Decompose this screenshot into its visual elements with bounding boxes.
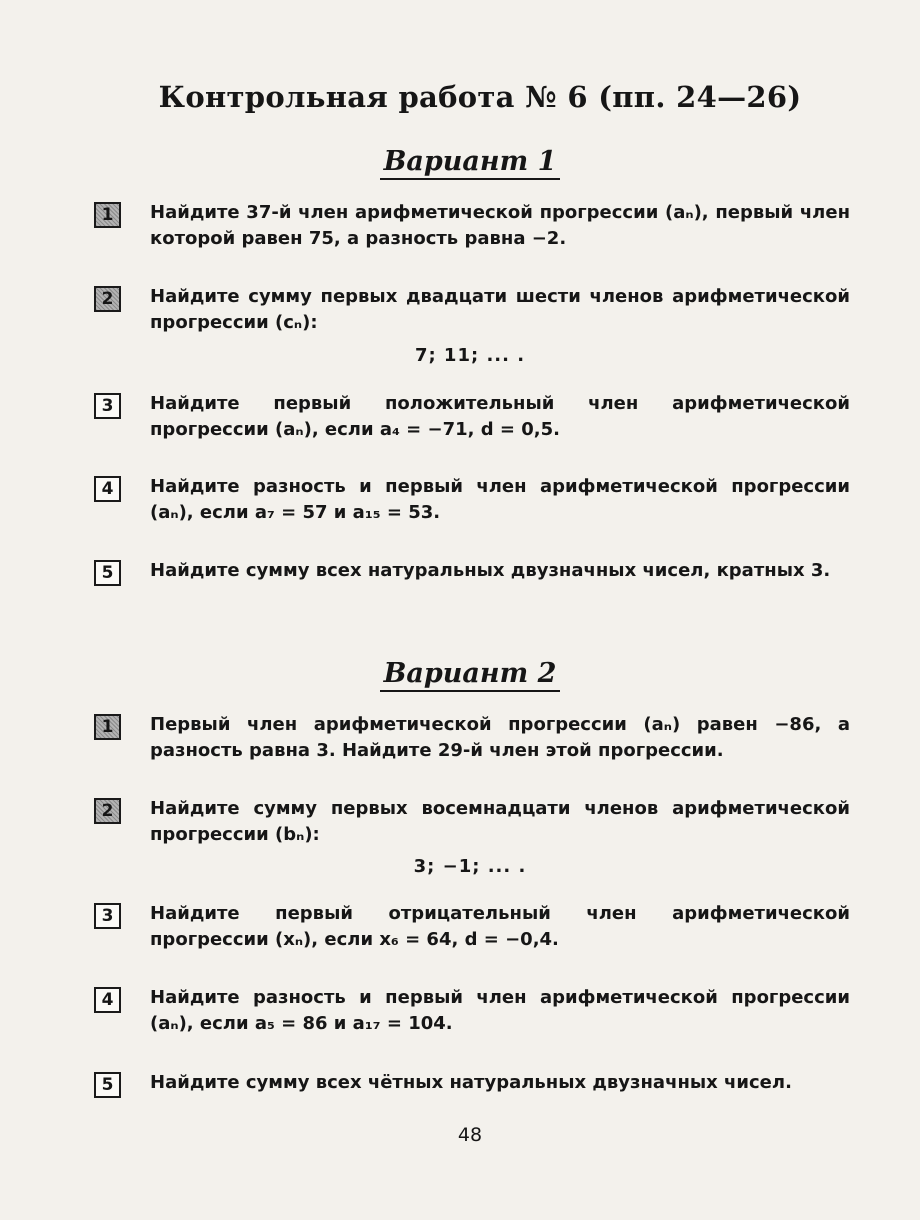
- problem-text: Найдите сумму всех натуральных двузначных чисел, кратных 3.: [150, 560, 831, 581]
- page-title: Контрольная работа № 6 (пп. 24—26): [158, 80, 802, 114]
- problem-text: Первый член арифметической прогрессии (aₙ) равен −86, а разность равна 3. Найдите 29-й член этой прогрессии.: [150, 714, 850, 761]
- variant-1-heading: Вариант 1: [0, 146, 920, 177]
- variant-2-heading: Вариант 2: [0, 658, 920, 689]
- v1-problem-2-sequence: 7; 11; ... .: [414, 345, 526, 366]
- page-number: 48: [457, 1124, 483, 1146]
- problem-text: Найдите первый положительный член арифметической прогрессии (aₙ), если a₄ = −71, d = 0,5.: [150, 393, 850, 440]
- v2-problem-2-sequence: 3; −1; ... .: [413, 856, 527, 877]
- problem-number-badge: 5: [94, 560, 121, 586]
- problem-number-badge: 1: [94, 202, 121, 228]
- problem-text: Найдите сумму первых двадцати шести членов арифметической прогрессии (cₙ):: [150, 286, 850, 333]
- problem-text: Найдите сумму первых восемнадцати членов арифметической прогрессии (bₙ):: [150, 798, 850, 845]
- problem-number-badge: 2: [94, 798, 121, 824]
- problem-number-badge: 4: [94, 987, 121, 1013]
- problem-text: Найдите 37-й член арифметической прогрессии (aₙ), первый член которой равен 75, а разность равна −2.: [150, 202, 850, 249]
- problem-text: Найдите первый отрицательный член арифметической прогрессии (xₙ), если x₆ = 64, d = −0,4.: [150, 903, 850, 950]
- problem-text: Найдите сумму всех чётных натуральных двузначных чисел.: [150, 1072, 792, 1093]
- problem-number-badge: 3: [94, 903, 121, 929]
- problem-text: Найдите разность и первый член арифметической прогрессии (aₙ), если a₇ = 57 и a₁₅ = 53.: [150, 476, 850, 523]
- problem-text: Найдите разность и первый член арифметической прогрессии (aₙ), если a₅ = 86 и a₁₇ = 104.: [150, 987, 850, 1034]
- problem-number-badge: 5: [94, 1072, 121, 1098]
- problem-number-badge: 3: [94, 393, 121, 419]
- problem-number-badge: 1: [94, 714, 121, 740]
- problem-number-badge: 2: [94, 286, 121, 312]
- problem-number-badge: 4: [94, 476, 121, 502]
